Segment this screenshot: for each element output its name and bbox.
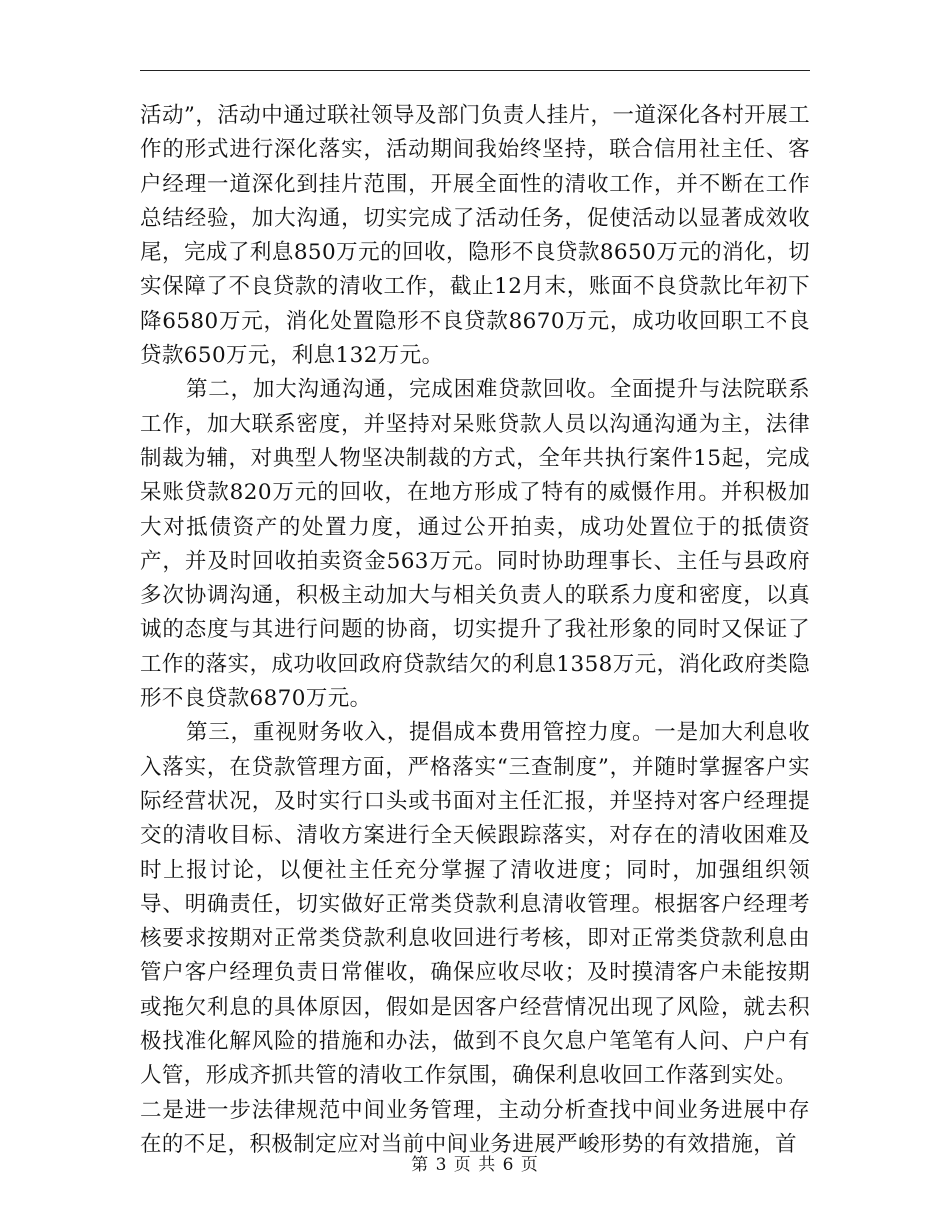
page-number: 第 3 页 共 6 页 <box>411 1155 539 1175</box>
page-footer <box>0 1150 950 1175</box>
paragraph-4: 二是进一步法律规范中间业务管理，主动分析查找中间业务进展中存在的不足，积极制定应对当前中间业务进展严峻形势的有效措施，首 <box>140 1097 810 1157</box>
header-rule <box>140 70 810 71</box>
paragraph-1: 活动”，活动中通过联社领导及部门负责人挂片，一道深化各村开展工作的形式进行深化落实，活动期间我始终坚持，联合信用社主任、客户经理一道深化到挂片范围，开展全面性的清收工作，并不断在工作总结经验，加大沟通，切实完成了活动任务，促使活动以显著成效收尾，完成了利息850万元的回收，隐形不良贷款8650万元的消化，切实保障了不良贷款的清收工作，截止12月末，账面不良贷款比年初下降6580万元，消化处置隐形不良贷款8670万元，成功收回职工不良贷款650万元，利息132万元。 <box>140 103 810 369</box>
paragraph-2: 第二，加大沟通沟通，完成困难贷款回收。全面提升与法院联系工作，加大联系密度，并坚持对呆账贷款人员以沟通沟通为主，法律制裁为辅，对典型人物坚决制裁的方式，全年共执行案件15起，完成呆账贷款820万元的回收，在地方形成了特有的威慑作用。并积极加大对抵债资产的处置力度，通过公开拍卖，成功处置位于的抵债资产，并及时回收拍卖资金563万元。同时协助理事长、主任与县政府多次协调沟通，积极主动加大与相关负责人的联系力度和密度，以真诚的态度与其进行问题的协商，切实提升了我社形象的同时又保证了工作的落实，成功收回政府贷款结欠的利息1358万元，消化政府类隐形不良贷款6870万元。 <box>140 377 810 712</box>
document-body <box>140 99 810 1162</box>
paragraph-3: 第三，重视财务收入，提倡成本费用管控力度。一是加大利息收入落实，在贷款管理方面，严格落实“三查制度”，并随时掌握客户实际经营状况，及时实行口头或书面对主任汇报，并坚持对客户经理提交的清收目标、清收方案进行全天候跟踪落实，对存在的清收困难及时上报讨论，以便社主任充分掌握了清收进度；同时，加强组织领导、明确责任，切实做好正常类贷款利息清收管理。根据客户经理考核要求按期对正常类贷款利息收回进行考核，即对正常类贷款利息由管户客户经理负责日常催收，确保应收尽收；及时摸清客户未能按期或拖欠利息的具体原因，假如是因客户经营情况出现了风险，就去积极找准化解风险的措施和办法，做到不良欠息户笔笔有人问、户户有人管，形成齐抓共管的清收工作氛围，确保利息收回工作落到实处。 <box>140 720 810 1089</box>
